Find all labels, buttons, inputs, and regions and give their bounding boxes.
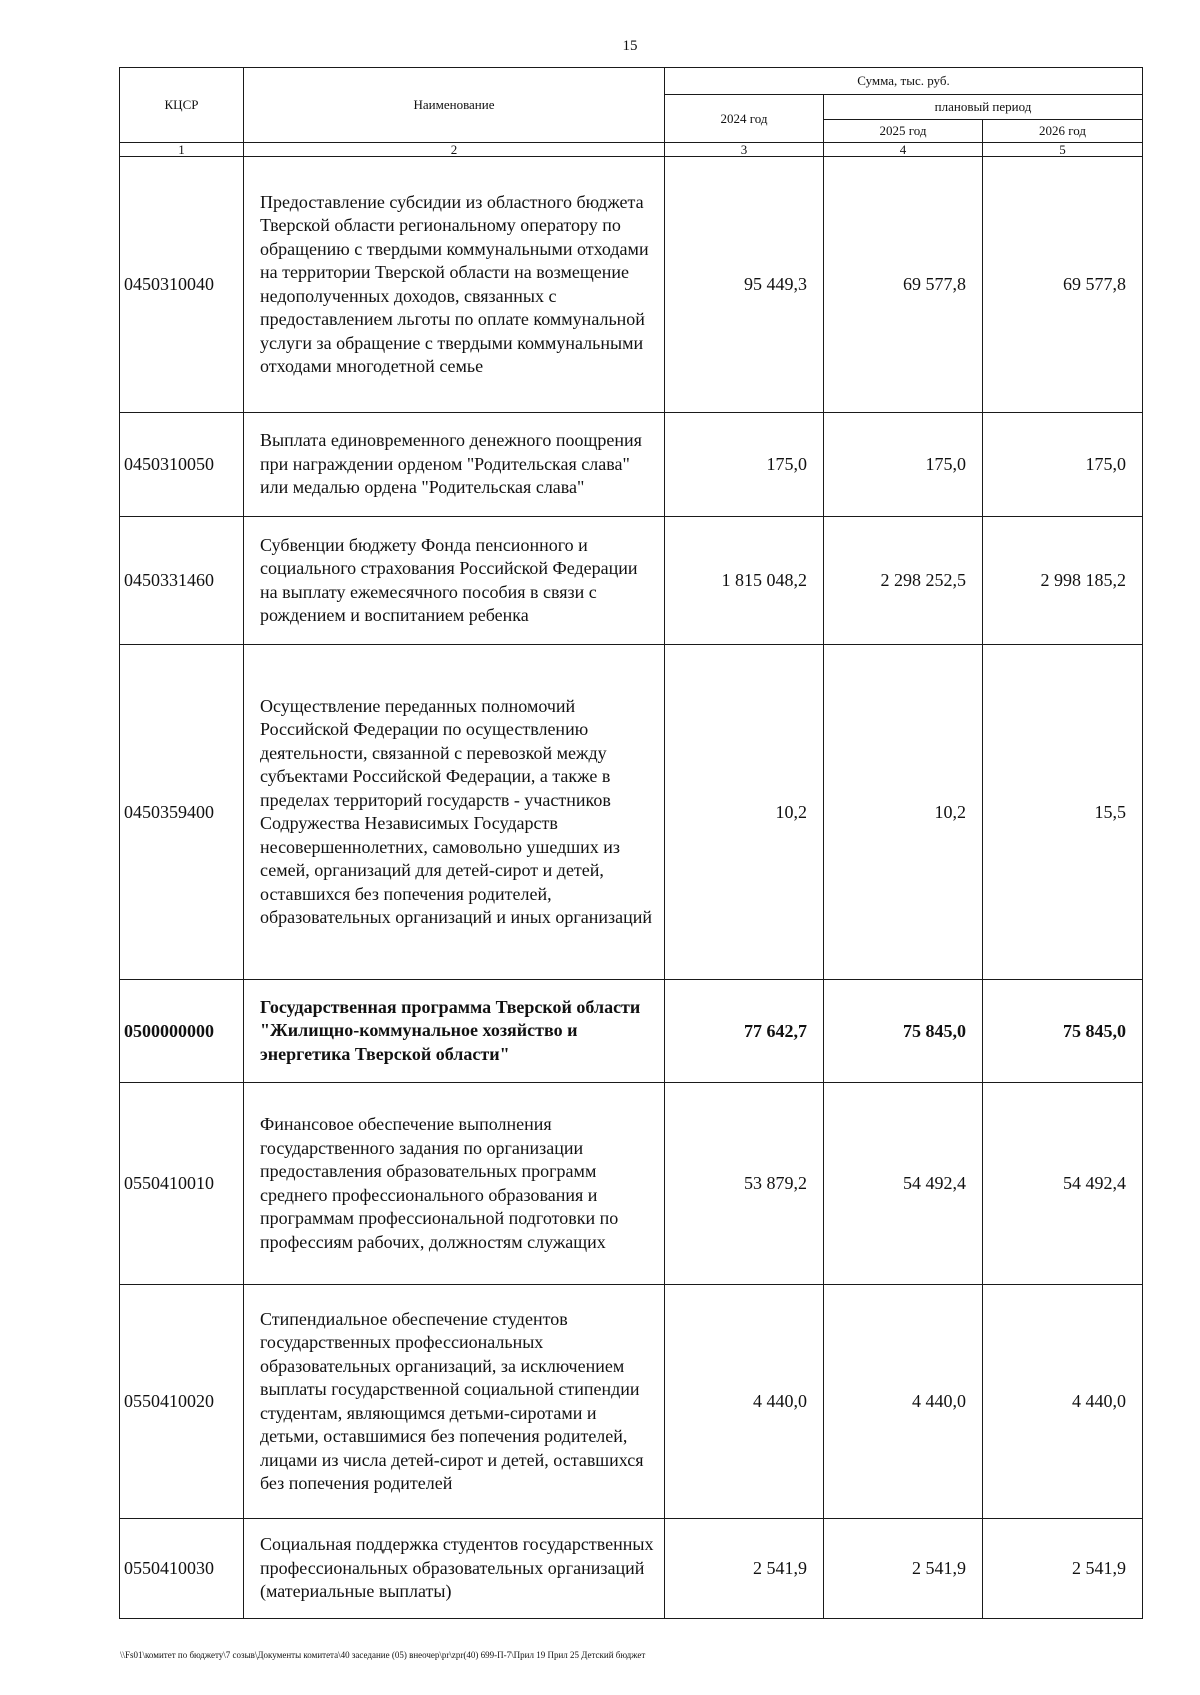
row-code: 0450359400 [120, 645, 244, 980]
header-sum: Сумма, тыс. руб. [665, 68, 1143, 95]
table-row [120, 157, 1143, 413]
row-amount-2025: 175,0 [824, 413, 983, 517]
row-amount-2025: 2 541,9 [824, 1519, 983, 1619]
page-number: 15 [622, 38, 638, 54]
table-row [120, 413, 1143, 517]
row-amount-2025: 75 845,0 [824, 980, 983, 1083]
column-number: 2 [244, 143, 665, 157]
row-amount-2026: 15,5 [983, 645, 1143, 980]
row-code: 0450310050 [120, 413, 244, 517]
column-number: 4 [824, 143, 983, 157]
row-amount-2026: 54 492,4 [983, 1083, 1143, 1285]
row-amount-2026: 4 440,0 [983, 1285, 1143, 1519]
row-amount-2024: 10,2 [665, 645, 824, 980]
row-amount-2026: 175,0 [983, 413, 1143, 517]
row-amount-2025: 4 440,0 [824, 1285, 983, 1519]
header-name: Наименование [244, 68, 665, 143]
header-year-2026: 2026 год [983, 120, 1143, 143]
column-number: 3 [665, 143, 824, 157]
row-name: Выплата единовременного денежного поощрения при награждении орденом "Родительская слава" или медалью ордена "Родительская слава" [244, 413, 665, 517]
row-code: 0550410010 [120, 1083, 244, 1285]
row-code: 0450310040 [120, 157, 244, 413]
table-body [120, 157, 1143, 1619]
row-code: 0550410030 [120, 1519, 244, 1619]
table-row-program-total [120, 980, 1143, 1083]
row-name: Предоставление субсидии из областного бюджета Тверской области региональному оператору по обращению с твердыми коммунальными отходами на территории Тверской области на возмещение недополученных доходов, связанных с предоставлением льготы по оплате коммунальной услуги за обращение с твердыми коммунальными отходами многодетной семье [244, 157, 665, 413]
table-row [120, 1519, 1143, 1619]
column-number: 5 [983, 143, 1143, 157]
footer-file-path: \\Fs01\комитет по бюджету\7 созыв\Документы комитета\40 заседание (05) внеочер\pr\zpr(40) 699-П-7\Прил 19 Прил 25 Детский бюджет [120, 1650, 646, 1660]
table-row [120, 1083, 1143, 1285]
row-amount-2026: 75 845,0 [983, 980, 1143, 1083]
row-amount-2025: 10,2 [824, 645, 983, 980]
table-header [120, 68, 1143, 157]
row-code: 0450331460 [120, 517, 244, 645]
row-name: Осуществление переданных полномочий Российской Федерации по осуществлению деятельности, связанной с перевозкой между субъектами Российской Федерации, а также в пределах территорий государств - участников Содружества Независимых Государств несовершеннолетних, самовольно ушедших из семей, организаций для детей-сирот и детей, оставшихся без попечения родителей, образовательных организаций и иных организаций [244, 645, 665, 980]
header-planning-period: плановый период [824, 95, 1143, 120]
row-amount-2024: 2 541,9 [665, 1519, 824, 1619]
row-amount-2024: 175,0 [665, 413, 824, 517]
row-code: 0500000000 [120, 980, 244, 1083]
column-number: 1 [120, 143, 244, 157]
row-amount-2024: 53 879,2 [665, 1083, 824, 1285]
table-row [120, 517, 1143, 645]
row-amount-2025: 2 298 252,5 [824, 517, 983, 645]
row-amount-2026: 69 577,8 [983, 157, 1143, 413]
row-amount-2024: 95 449,3 [665, 157, 824, 413]
row-amount-2026: 2 998 185,2 [983, 517, 1143, 645]
row-amount-2025: 54 492,4 [824, 1083, 983, 1285]
header-year-2024: 2024 год [665, 95, 824, 143]
row-name: Государственная программа Тверской области "Жилищно-коммунальное хозяйство и энергетика Тверской области" [244, 980, 665, 1083]
budget-table [119, 67, 1143, 1619]
row-code: 0550410020 [120, 1285, 244, 1519]
row-name: Стипендиальное обеспечение студентов государственных профессиональных образовательных организаций, за исключением выплаты государственной социальной стипендии студентам, являющимся детьми-сиротами и детьми, оставшимися без попечения родителей, лицами из числа детей-сирот и детей, оставшихся без попечения родителей [244, 1285, 665, 1519]
header-code: КЦСР [120, 68, 244, 143]
column-number-row [120, 143, 1143, 157]
row-name: Социальная поддержка студентов государственных профессиональных образовательных организаций (материальные выплаты) [244, 1519, 665, 1619]
row-amount-2024: 4 440,0 [665, 1285, 824, 1519]
header-year-2025: 2025 год [824, 120, 983, 143]
row-amount-2025: 69 577,8 [824, 157, 983, 413]
table-row [120, 1285, 1143, 1519]
row-amount-2024: 77 642,7 [665, 980, 824, 1083]
row-name: Финансовое обеспечение выполнения государственного задания по организации предоставления образовательных программ среднего профессионального образования и программам профессиональной подготовки по профессиям рабочих, должностям служащих [244, 1083, 665, 1285]
row-amount-2024: 1 815 048,2 [665, 517, 824, 645]
row-name: Субвенции бюджету Фонда пенсионного и социального страхования Российской Федерации на выплату ежемесячного пособия в связи с рождением и воспитанием ребенка [244, 517, 665, 645]
row-amount-2026: 2 541,9 [983, 1519, 1143, 1619]
table-row [120, 645, 1143, 980]
